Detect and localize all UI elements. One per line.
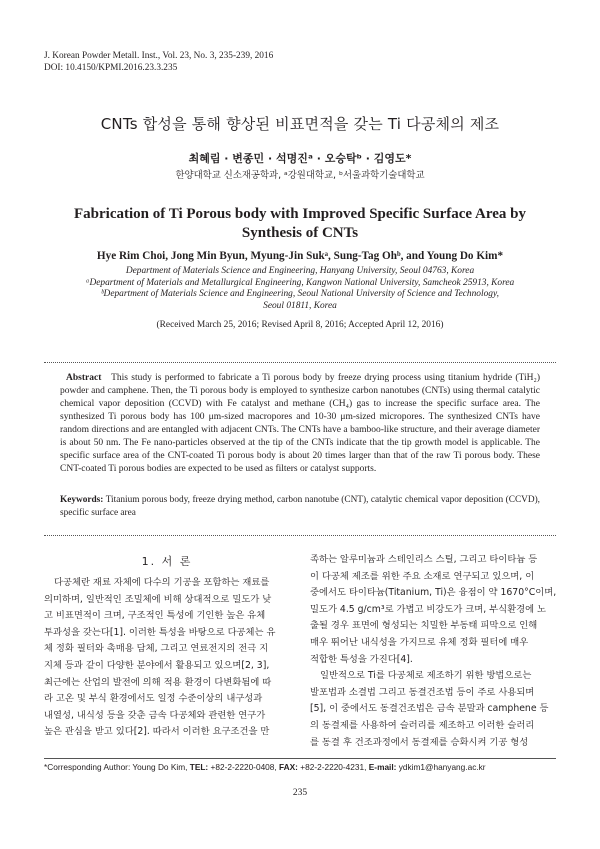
affiliation-line: ᵇDepartment of Materials Science and Engineering, Seoul National University of Science and Technology, xyxy=(101,289,499,299)
received-dates: (Received March 25, 2016; Revised April 8, 2016; Accepted April 12, 2016) xyxy=(156,320,444,330)
body-text-line: 라 고온 및 부식 환경에서도 일정 수준이상의 내구성과 xyxy=(44,693,263,705)
dotted-divider xyxy=(44,535,556,536)
journal-header xyxy=(44,51,273,74)
section-heading: 1. 서 론 xyxy=(141,555,193,568)
body-text-line: 를 동결 후 건조과정에서 동결제를 승화시켜 기공 형성 xyxy=(310,736,529,748)
tel-value: +82-2-2220-0408, xyxy=(210,762,277,772)
body-text-line: 투과성을 갖는다[1]. 이러한 특성을 바탕으로 다공체는 유 xyxy=(44,626,276,638)
body-text-line: [5], 이 중에서도 동결건조법은 금속 분말과 camphene 등 xyxy=(310,703,549,715)
email-label: E-mail: xyxy=(368,762,397,772)
affiliation-line: Department of Materials Science and Engineering, Hanyang University, Seoul 04763, Korea xyxy=(125,266,475,276)
body-text-line: 족하는 알루미늄과 스테인리스 스틸, 그리고 타이타늄 등 xyxy=(310,554,538,565)
fax-label: FAX: xyxy=(279,762,298,772)
keywords-text: Titanium porous body, freeze drying method, carbon nanotube (CNT), catalytic chemical vapor deposition (CCVD), specific surface area xyxy=(60,495,540,518)
body-text-line: 밀도가 4.5 g/cm³로 가볍고 비강도가 크며, 부식환경에 노 xyxy=(310,603,546,615)
journal-citation: J. Korean Powder Metall. Inst., Vol. 23, No. 3, 235-239, 2016 xyxy=(44,51,274,61)
body-text-line: 중에서도 타이타늄(Titanium, Ti)은 융점이 약 1670°C이며, xyxy=(310,587,556,599)
body-text-line: 체 정화 필터와 촉매용 담체, 그리고 연료전지의 전극 지 xyxy=(44,643,269,655)
affiliation-line: Seoul 01811, Korea xyxy=(263,300,337,311)
fax-value: +82-2-2220-4231, xyxy=(300,762,367,772)
body-text-line: 고 비표면적이 크며, 구조적인 특성에 기인한 높은 유체 xyxy=(44,610,266,622)
body-text-line: 이 다공체 제조를 위한 주요 소재로 연구되고 있으며, 이 xyxy=(310,570,535,582)
body-text-line: 적합한 특성을 가진다[4]. xyxy=(310,653,413,665)
body-text-line: 지체 등과 같이 다양한 분야에서 활용되고 있으며[2, 3], xyxy=(44,659,270,671)
korean-title: CNTs 합성을 통해 향상된 비표면적을 갖는 Ti 다공체의 제조 xyxy=(100,115,500,133)
keywords-label: Keywords: xyxy=(60,495,104,505)
abstract-label: Abstract xyxy=(66,373,102,383)
left-column xyxy=(44,575,290,741)
page-number: 235 xyxy=(292,788,308,798)
body-text-line: 높은 관심을 받고 있다[2]. 따라서 이러한 요구조건을 만 xyxy=(44,726,270,738)
korean-affiliations: 한양대학교 신소재공학과, ᵃ강원대학교, ᵇ서울과학기술대학교 xyxy=(175,170,425,181)
corresponding-author: *Corresponding Author: Young Do Kim, xyxy=(44,762,188,772)
body-text-line: 발포법과 소결법 그리고 동결건조법 등이 주로 사용되며 xyxy=(310,686,535,698)
korean-authors: 최혜림 · 변종민 · 석명진ᵃ · 오승탁ᵇ · 김영도* xyxy=(188,152,412,165)
body-text-line: 일반적으로 Ti를 다공체로 제조하기 위한 방법으로는 xyxy=(320,670,532,682)
tel-label: TEL: xyxy=(189,762,209,772)
body-text-line: 내열성, 내식성 등을 갖춘 금속 다공체와 관련한 연구가 xyxy=(44,709,266,721)
body-text-line: 매우 뛰어난 내식성을 가지므로 유체 정화 필터에 매우 xyxy=(310,636,529,648)
abstract-text: This study is performed to fabricate a Ti porous body by freeze drying process using titanium hydride (TiH₂) powder and camphene. Then, the Ti porous body is employed to synthesize carbon nanotubes (CNTs) using thermal catalytic chemical vapor deposition (CCVD) with Fe catalyst and methane (CH₄) gas to increase the specific surface area. The synthesized Ti porous body has 100 μm-sized macropores and 10-30 μm-sized micropores. The synthesized CNTs have random directions and are entangled with adjacent CNTs. The CNTs have a bamboo-like structure, and their average diameter is about 50 nm. The Fe nano-particles observed at the tip of the CNTs indicate that the tip growth model is applicable. The specific surface area of the CNT-coated Ti porous body is about 20 times larger than that of the raw Ti porous body. These CNT-coated Ti porous bodies are expected to be used as filters or catalyst supports. xyxy=(60,373,540,474)
english-authors: Hye Rim Choi, Jong Min Byun, Myung-Jin Sukᵃ, Sung-Tag Ohᵇ, and Young Do Kim* xyxy=(96,250,504,262)
body-text-line: 다공체란 재료 자체에 다수의 기공을 포함하는 재료를 xyxy=(54,577,270,588)
english-affiliations xyxy=(40,266,560,312)
journal-doi: DOI: 10.4150/KPMI.2016.23.3.235 xyxy=(44,62,178,73)
footnote-rule xyxy=(44,758,556,759)
english-title: Fabrication of Ti Porous body with Improved Specific Surface Area by Synthesis of CNTs xyxy=(74,206,526,241)
dotted-divider xyxy=(44,362,556,363)
corresponding-author-footnote xyxy=(44,762,556,772)
body-text-line: 최근에는 산업의 발전에 의해 적용 환경이 다변화됨에 따 xyxy=(44,676,272,688)
right-column xyxy=(310,552,556,751)
keywords xyxy=(60,494,540,520)
body-text-line: 의 동결제를 사용하여 슬러리를 제조하고 이러한 슬러리 xyxy=(310,719,535,731)
email-link[interactable]: ydkim1@hanyang.ac.kr xyxy=(398,762,486,772)
body-text-line: 출될 경우 표면에 형성되는 치밀한 부동태 피막으로 인해 xyxy=(310,620,538,632)
abstract xyxy=(60,372,540,476)
affiliation-line: ᵃDepartment of Materials and Metallurgical Engineering, Kangwon National University, Samcheok 25913, Korea xyxy=(85,277,515,288)
body-text-line: 의미하며, 일반적인 조밀체에 비해 상대적으로 밀도가 낮 xyxy=(44,593,272,605)
